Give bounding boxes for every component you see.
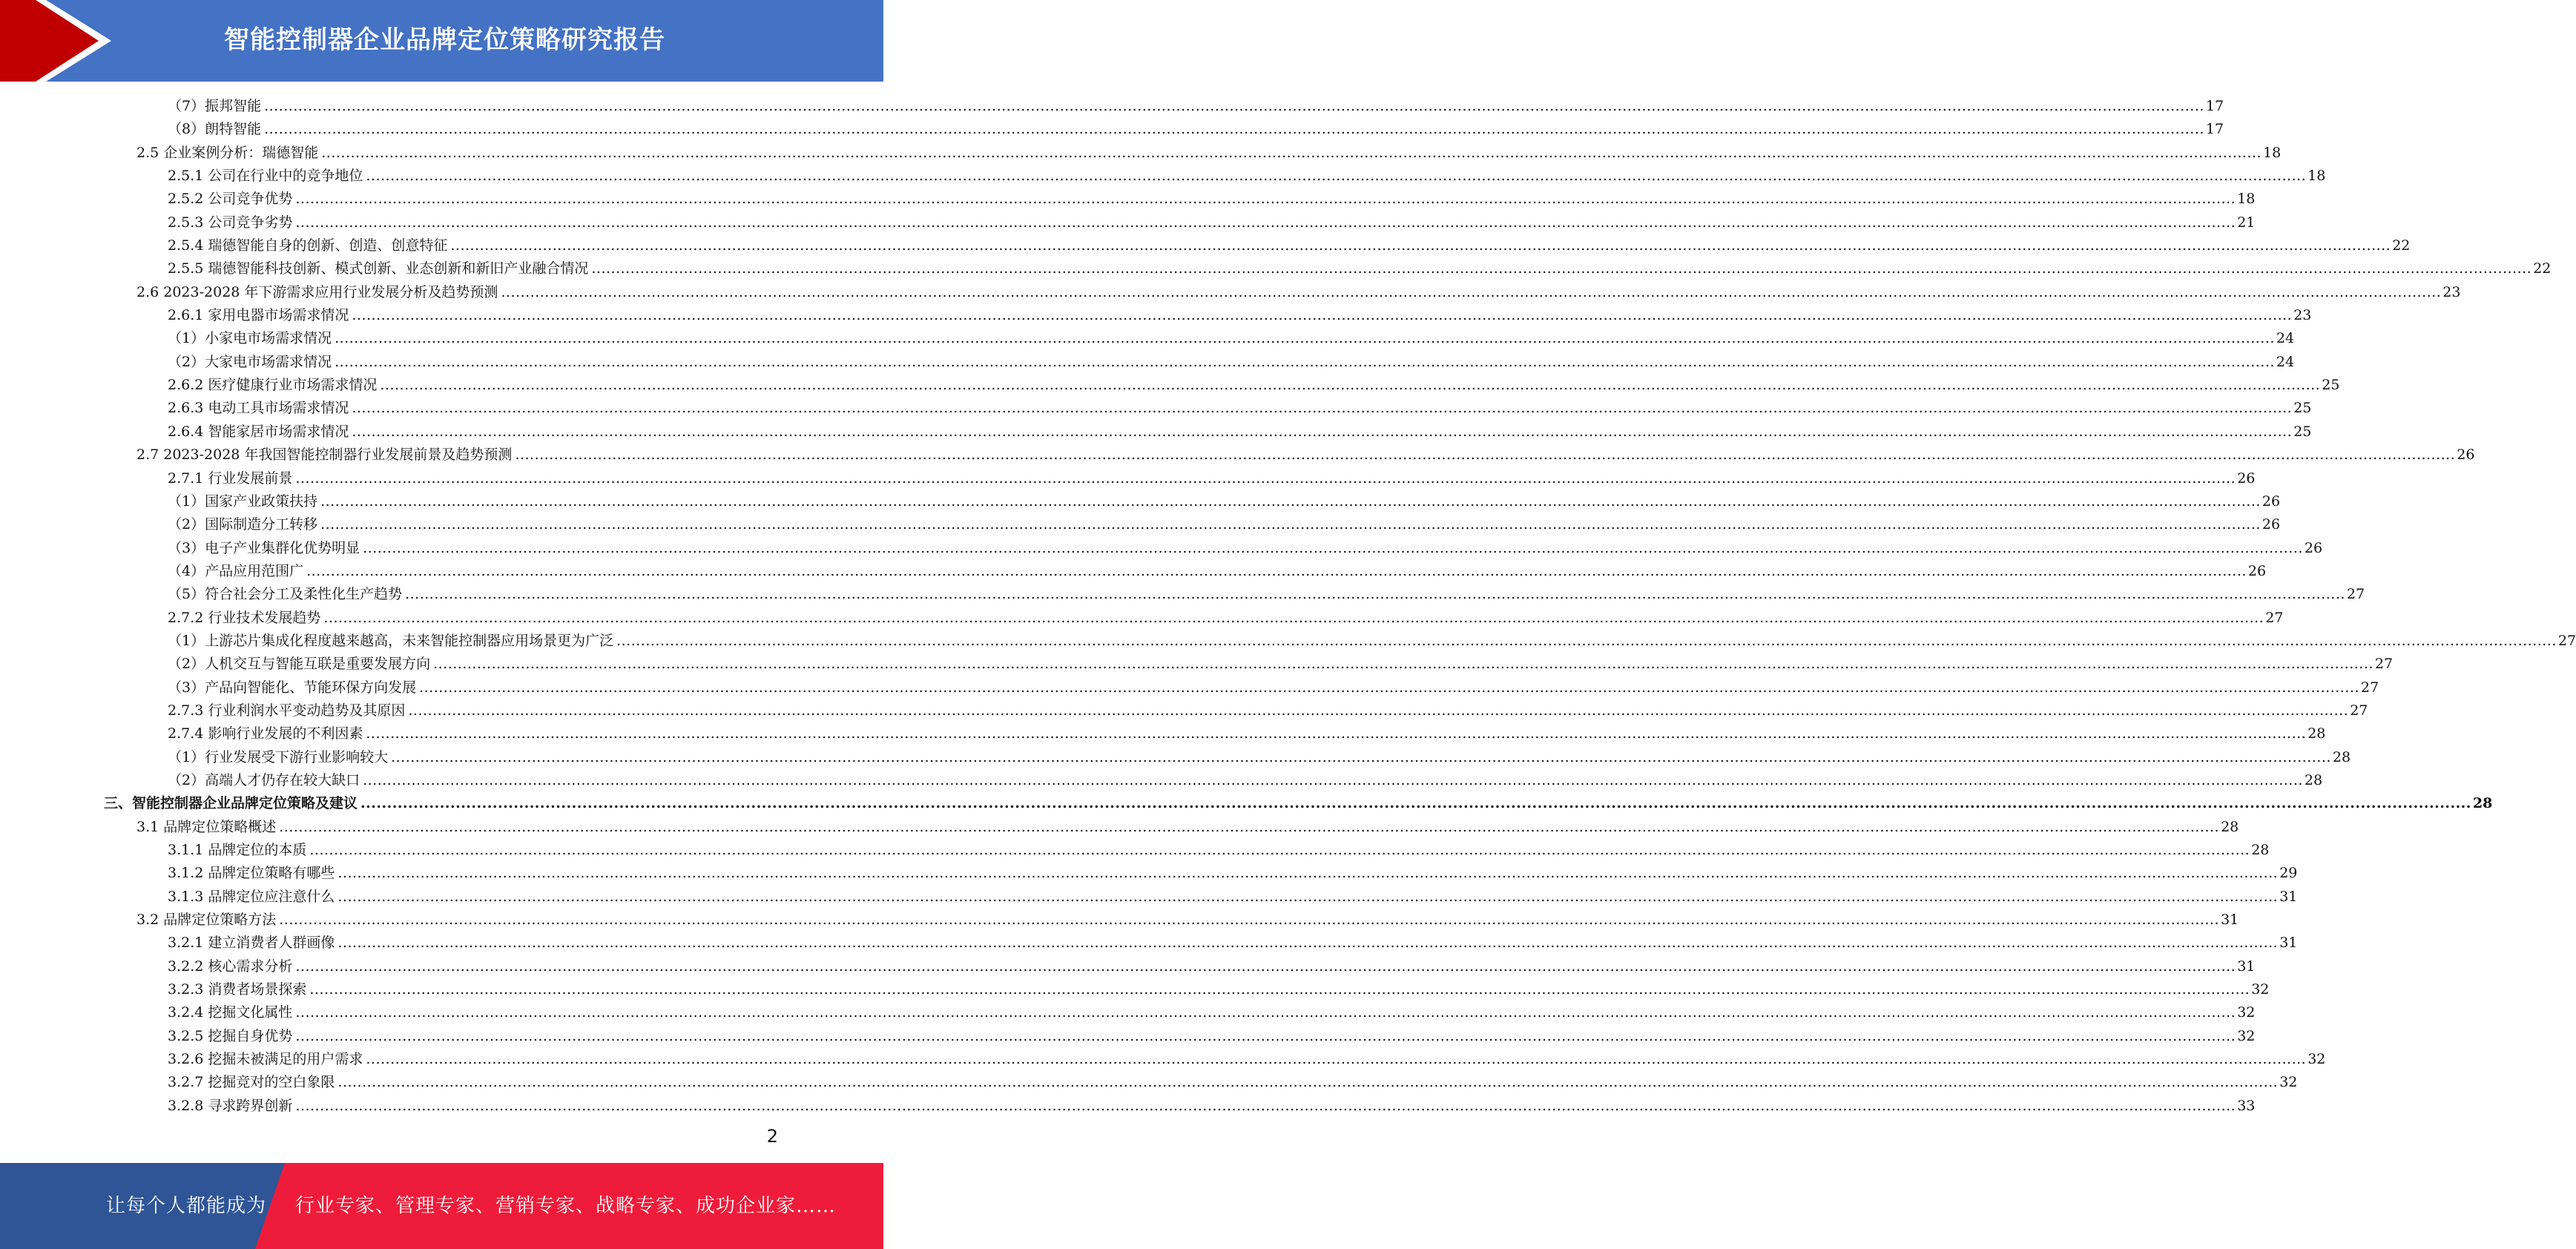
toc-dot-leader: ................................................................................................................................................................................................................................................................................................................................................................................................................ xyxy=(450,237,2391,254)
toc-entry[interactable] xyxy=(104,281,2461,304)
toc-dot-leader: ................................................................................................................................................................................................................................................................................................................................................................................................................ xyxy=(335,330,2275,347)
toc-entry[interactable] xyxy=(104,142,2282,165)
toc-entry-title: 3.2 品牌定位策略方法 xyxy=(136,912,277,929)
toc-entry-page: 25 xyxy=(2322,377,2340,394)
toc-entry-page: 24 xyxy=(2276,353,2295,370)
toc-entry-page: 33 xyxy=(2237,1097,2256,1114)
toc-entry-title: 3.1.3 品牌定位应注意什么 xyxy=(168,888,335,905)
toc-dot-leader: ................................................................................................................................................................................................................................................................................................................................................................................................................ xyxy=(352,400,2293,417)
toc-dot-leader: ................................................................................................................................................................................................................................................................................................................................................................................................................ xyxy=(405,586,2345,603)
toc-entry[interactable] xyxy=(104,653,2394,676)
toc-entry-page: 22 xyxy=(2533,260,2552,277)
toc-dot-leader: ................................................................................................................................................................................................................................................................................................................................................................................................................ xyxy=(295,191,2236,208)
toc-dot-leader: ................................................................................................................................................................................................................................................................................................................................................................................................................ xyxy=(337,865,2279,882)
toc-entry-page: 32 xyxy=(2237,1027,2256,1044)
toc-entry[interactable] xyxy=(104,351,2295,374)
toc-dot-leader: ................................................................................................................................................................................................................................................................................................................................................................................................................ xyxy=(391,748,2331,765)
report-title: 智能控制器企业品牌定位策略研究报告 xyxy=(224,25,665,55)
toc-entry-title: 2.6.2 医疗健康行业市场需求情况 xyxy=(168,377,378,394)
toc-entry-page: 23 xyxy=(2293,307,2312,324)
toc-entry-page: 18 xyxy=(2263,144,2282,161)
toc-dot-leader: ................................................................................................................................................................................................................................................................................................................................................................................................................ xyxy=(335,353,2275,370)
toc-entry-title: 2.7 2023-2028 年我国智能控制器行业发展前景及趋势预测 xyxy=(136,446,513,464)
toc-entry-title: （4）产品应用范围广 xyxy=(168,562,304,579)
toc-entry[interactable] xyxy=(104,188,2256,211)
toc-dot-leader: ................................................................................................................................................................................................................................................................................................................................................................................................................ xyxy=(363,771,2303,788)
page-header xyxy=(0,0,883,82)
toc-entry-title: （7）振邦智能 xyxy=(168,98,262,114)
toc-entry-title: 3.2.8 寻求跨界创新 xyxy=(168,1097,293,1114)
toc-entry-page: 17 xyxy=(2205,121,2224,138)
page-number: 2 xyxy=(766,1126,778,1147)
toc-entry-title: （5）符合社会分工及柔性化生产趋势 xyxy=(168,586,403,603)
toc-dot-leader: ................................................................................................................................................................................................................................................................................................................................................................................................................ xyxy=(360,795,2471,812)
toc-entry-page: 17 xyxy=(2205,98,2224,114)
toc-dot-leader: ................................................................................................................................................................................................................................................................................................................................................................................................................ xyxy=(337,935,2279,952)
toc-entry-title: 2.7.4 影响行业发展的不利因素 xyxy=(168,725,363,742)
toc-dot-leader: ................................................................................................................................................................................................................................................................................................................................................................................................................ xyxy=(337,1074,2279,1091)
toc-dot-leader: ................................................................................................................................................................................................................................................................................................................................................................................................................ xyxy=(408,702,2349,719)
toc-dot-leader: ................................................................................................................................................................................................................................................................................................................................................................................................................ xyxy=(295,1097,2236,1114)
toc-entry-title: 3.2.3 消费者场景探索 xyxy=(168,981,307,998)
toc-entry[interactable] xyxy=(104,909,2239,932)
toc-entry[interactable] xyxy=(104,490,2281,513)
toc-dot-leader: ................................................................................................................................................................................................................................................................................................................................................................................................................ xyxy=(264,121,2204,138)
toc-entry[interactable] xyxy=(104,978,2270,1001)
toc-dot-leader: ................................................................................................................................................................................................................................................................................................................................................................................................................ xyxy=(309,981,2250,998)
toc-dot-leader: ................................................................................................................................................................................................................................................................................................................................................................................................................ xyxy=(352,307,2293,324)
toc-entry[interactable] xyxy=(104,1048,2326,1071)
toc-entry[interactable] xyxy=(104,955,2256,978)
toc-entry[interactable] xyxy=(104,537,2323,560)
toc-entry-page: 26 xyxy=(2237,469,2256,487)
toc-entry[interactable] xyxy=(104,421,2312,444)
toc-entry-title: （2）大家电市场需求情况 xyxy=(168,353,332,370)
toc-entry[interactable] xyxy=(104,165,2326,188)
toc-entry-title: 三、智能控制器企业品牌定位策略及建议 xyxy=(104,795,358,812)
toc-entry[interactable] xyxy=(104,211,2256,234)
chevron-arrow-icon xyxy=(0,0,119,82)
toc-entry-page: 18 xyxy=(2307,168,2326,185)
toc-dot-leader: ................................................................................................................................................................................................................................................................................................................................................................................................................ xyxy=(501,283,2442,300)
toc-entry-page: 32 xyxy=(2237,1004,2256,1021)
toc-entry-title: 3.2.6 挖掘未被满足的用户需求 xyxy=(168,1051,363,1068)
toc-entry[interactable] xyxy=(104,862,2298,885)
toc-entry-title: 2.5.5 瑞德智能科技创新、模式创新、业态创新和新旧产业融合情况 xyxy=(168,260,589,277)
toc-entry-title: （1）国家产业政策扶持 xyxy=(168,492,318,510)
toc-entry-title: （2）人机交互与智能互联是重要发展方向 xyxy=(168,656,431,673)
toc-entry[interactable] xyxy=(104,583,2365,606)
toc-dot-leader: ................................................................................................................................................................................................................................................................................................................................................................................................................ xyxy=(363,539,2303,556)
toc-dot-leader: ................................................................................................................................................................................................................................................................................................................................................................................................................ xyxy=(366,725,2307,742)
toc-entry-page: 26 xyxy=(2304,539,2323,556)
footer-slogan-right: 行业专家、管理专家、营销专家、战略专家、成功企业家…… xyxy=(295,1195,837,1217)
toc-dot-leader: ................................................................................................................................................................................................................................................................................................................................................................................................................ xyxy=(295,958,2236,975)
toc-entry-title: 2.5.2 公司竞争优势 xyxy=(168,191,293,208)
toc-entry-title: （1）小家电市场需求情况 xyxy=(168,330,332,347)
toc-entry[interactable] xyxy=(104,630,2576,653)
toc-entry-page: 21 xyxy=(2237,214,2256,231)
toc-entry[interactable] xyxy=(104,304,2312,327)
footer-slogan-left: 让每个人都能成为 xyxy=(106,1195,267,1217)
toc-entry-title: 2.5.1 公司在行业中的竞争地位 xyxy=(168,168,363,185)
toc-entry[interactable] xyxy=(104,397,2312,420)
toc-dot-leader: ................................................................................................................................................................................................................................................................................................................................................................................................................ xyxy=(380,377,2321,394)
table-of-contents xyxy=(104,95,2576,1118)
toc-entry[interactable] xyxy=(104,374,2340,397)
toc-entry-page: 31 xyxy=(2221,912,2239,929)
toc-entry[interactable] xyxy=(104,444,2475,467)
toc-dot-leader: ................................................................................................................................................................................................................................................................................................................................................................................................................ xyxy=(295,214,2236,231)
toc-entry-page: 26 xyxy=(2262,492,2281,510)
toc-entry[interactable] xyxy=(104,676,2379,699)
toc-entry-page: 29 xyxy=(2279,865,2298,882)
toc-entry[interactable] xyxy=(104,234,2411,257)
toc-entry-title: 2.7.3 行业利润水平变动趋势及其原因 xyxy=(168,702,406,719)
toc-entry[interactable] xyxy=(104,1071,2298,1094)
toc-entry-page: 28 xyxy=(2332,748,2351,765)
toc-entry-page: 31 xyxy=(2237,958,2256,975)
toc-entry[interactable] xyxy=(104,467,2256,490)
toc-entry[interactable] xyxy=(104,257,2552,280)
toc-entry-page: 31 xyxy=(2279,888,2298,905)
toc-entry-title: 2.7.1 行业发展前景 xyxy=(168,469,293,487)
toc-entry-page: 23 xyxy=(2442,283,2461,300)
toc-entry[interactable] xyxy=(104,560,2267,583)
toc-entry-page: 28 xyxy=(2307,725,2326,742)
toc-dot-leader: ................................................................................................................................................................................................................................................................................................................................................................................................................ xyxy=(295,469,2236,487)
toc-dot-leader: ................................................................................................................................................................................................................................................................................................................................................................................................................ xyxy=(352,423,2293,440)
toc-entry[interactable] xyxy=(104,118,2224,141)
toc-entry-page: 26 xyxy=(2262,516,2281,533)
toc-entry-title: （1）行业发展受下游行业影响较大 xyxy=(168,748,389,765)
toc-dot-leader: ................................................................................................................................................................................................................................................................................................................................................................................................................ xyxy=(320,516,2261,533)
toc-entry[interactable] xyxy=(104,769,2323,792)
toc-entry-page: 26 xyxy=(2457,446,2475,464)
toc-entry-page: 27 xyxy=(2374,656,2394,673)
toc-entry[interactable] xyxy=(104,699,2368,722)
toc-entry[interactable] xyxy=(104,607,2284,630)
toc-entry-title: （8）朗特智能 xyxy=(168,121,262,138)
toc-dot-leader: ................................................................................................................................................................................................................................................................................................................................................................................................................ xyxy=(323,609,2264,626)
toc-entry[interactable] xyxy=(104,1001,2256,1024)
toc-entry-title: 2.6.1 家用电器市场需求情况 xyxy=(168,307,349,324)
toc-entry-title: 3.2.1 建立消费者人群画像 xyxy=(168,935,335,952)
toc-entry-page: 28 xyxy=(2304,771,2323,788)
toc-entry-title: 2.6 2023-2028 年下游需求应用行业发展分析及趋势预测 xyxy=(136,283,498,300)
toc-dot-leader: ................................................................................................................................................................................................................................................................................................................................................................................................................ xyxy=(321,144,2262,161)
toc-entry-title: 3.2.5 挖掘自身优势 xyxy=(168,1027,293,1044)
toc-entry-title: （3）产品向智能化、节能环保方向发展 xyxy=(168,679,417,696)
toc-entry-title: 2.5.3 公司竞争劣势 xyxy=(168,214,293,231)
toc-entry-page: 32 xyxy=(2307,1051,2326,1068)
toc-entry[interactable] xyxy=(104,839,2270,862)
toc-entry-title: （2）国际制造分工转移 xyxy=(168,516,318,533)
toc-entry-title: 3.2.2 核心需求分析 xyxy=(168,958,293,975)
toc-entry[interactable] xyxy=(104,722,2326,745)
toc-entry-title: 2.5 企业案例分析：瑞德智能 xyxy=(136,144,319,161)
toc-dot-leader: ................................................................................................................................................................................................................................................................................................................................................................................................................ xyxy=(309,842,2250,858)
toc-entry-page: 22 xyxy=(2392,237,2411,254)
toc-entry-title: 3.1.2 品牌定位策略有哪些 xyxy=(168,865,335,882)
toc-entry-title: 3.1.1 品牌定位的本质 xyxy=(168,842,307,858)
toc-dot-leader: ................................................................................................................................................................................................................................................................................................................................................................................................................ xyxy=(320,492,2261,510)
toc-entry-title: 2.6.3 电动工具市场需求情况 xyxy=(168,400,349,417)
toc-entry-page: 27 xyxy=(2557,632,2576,649)
toc-entry-title: 2.6.4 智能家居市场需求情况 xyxy=(168,423,349,440)
toc-dot-leader: ................................................................................................................................................................................................................................................................................................................................................................................................................ xyxy=(279,818,2220,835)
toc-entry[interactable] xyxy=(104,513,2281,536)
toc-dot-leader: ................................................................................................................................................................................................................................................................................................................................................................................................................ xyxy=(337,888,2279,905)
toc-entry[interactable] xyxy=(104,746,2351,769)
toc-entry-page: 18 xyxy=(2237,191,2256,208)
toc-dot-leader: ................................................................................................................................................................................................................................................................................................................................................................................................................ xyxy=(433,656,2374,673)
toc-dot-leader: ................................................................................................................................................................................................................................................................................................................................................................................................................ xyxy=(264,98,2204,114)
toc-dot-leader: ................................................................................................................................................................................................................................................................................................................................................................................................................ xyxy=(279,912,2220,929)
toc-entry-page: 27 xyxy=(2350,702,2368,719)
toc-entry[interactable] xyxy=(104,327,2295,350)
toc-entry-title: 3.1 品牌定位策略概述 xyxy=(136,818,277,835)
toc-entry-title: （2）高端人才仍存在较大缺口 xyxy=(168,771,360,788)
toc-dot-leader: ................................................................................................................................................................................................................................................................................................................................................................................................................ xyxy=(366,168,2307,185)
toc-entry-title: （1）上游芯片集成化程度越来越高，未来智能控制器应用场景更为广泛 xyxy=(168,632,614,649)
toc-entry-title: 3.2.7 挖掘竞对的空白象限 xyxy=(168,1074,335,1091)
toc-entry-page: 25 xyxy=(2293,423,2312,440)
toc-entry-page: 25 xyxy=(2293,400,2312,417)
toc-dot-leader: ................................................................................................................................................................................................................................................................................................................................................................................................................ xyxy=(616,632,2557,649)
toc-dot-leader: ................................................................................................................................................................................................................................................................................................................................................................................................................ xyxy=(295,1027,2236,1044)
toc-entry[interactable] xyxy=(104,1025,2256,1048)
toc-entry[interactable] xyxy=(104,792,2493,815)
toc-dot-leader: ................................................................................................................................................................................................................................................................................................................................................................................................................ xyxy=(591,260,2532,277)
toc-entry-page: 24 xyxy=(2276,330,2295,347)
toc-entry-page: 31 xyxy=(2279,935,2298,952)
toc-entry-title: （3）电子产业集群化优势明显 xyxy=(168,539,360,556)
toc-entry-page: 28 xyxy=(2251,842,2270,858)
toc-entry-page: 27 xyxy=(2346,586,2365,603)
toc-entry-page: 32 xyxy=(2251,981,2270,998)
toc-entry-title: 2.5.4 瑞德智能自身的创新、创造、创意特征 xyxy=(168,237,448,254)
toc-entry-page: 28 xyxy=(2221,818,2239,835)
toc-dot-leader: ................................................................................................................................................................................................................................................................................................................................................................................................................ xyxy=(306,562,2247,579)
toc-dot-leader: ................................................................................................................................................................................................................................................................................................................................................................................................................ xyxy=(419,679,2359,696)
toc-entry-page: 28 xyxy=(2472,795,2493,812)
toc-dot-leader: ................................................................................................................................................................................................................................................................................................................................................................................................................ xyxy=(366,1051,2307,1068)
toc-entry-page: 27 xyxy=(2360,679,2379,696)
toc-entry-title: 2.7.2 行业技术发展趋势 xyxy=(168,609,321,626)
toc-dot-leader: ................................................................................................................................................................................................................................................................................................................................................................................................................ xyxy=(295,1004,2236,1021)
toc-entry[interactable] xyxy=(104,816,2239,839)
page-footer xyxy=(0,1163,883,1249)
toc-entry[interactable] xyxy=(104,1095,2256,1118)
toc-entry-page: 27 xyxy=(2265,609,2284,626)
toc-entry[interactable] xyxy=(104,932,2298,955)
toc-entry-title: 3.2.4 挖掘文化属性 xyxy=(168,1004,293,1021)
toc-entry[interactable] xyxy=(104,886,2298,909)
toc-entry-page: 32 xyxy=(2279,1074,2298,1091)
toc-entry[interactable] xyxy=(104,95,2224,118)
toc-dot-leader: ................................................................................................................................................................................................................................................................................................................................................................................................................ xyxy=(515,446,2456,464)
toc-entry-page: 26 xyxy=(2247,562,2267,579)
